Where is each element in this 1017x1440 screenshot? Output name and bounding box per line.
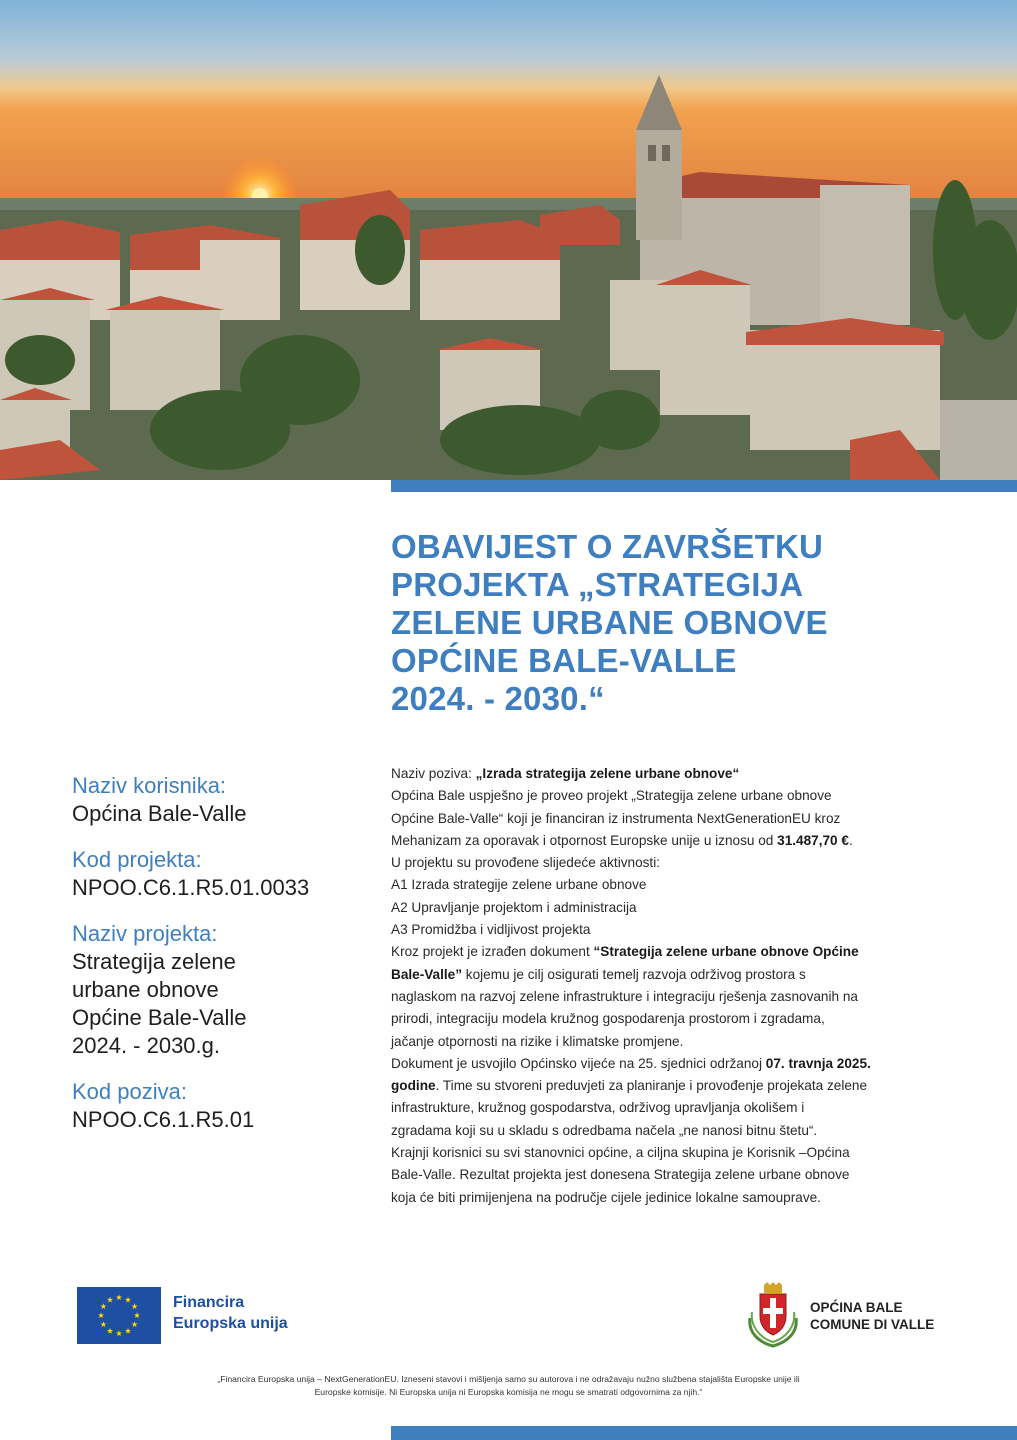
call-code-group bbox=[72, 1078, 372, 1134]
call-code-value: NPOO.C6.1.R5.01 bbox=[72, 1107, 255, 1132]
document-title: Bale-Valle” bbox=[391, 966, 463, 982]
body-line: naglaskom na razvoj zelene infrastrukture i integraciju rješenja zasnovanih na bbox=[391, 988, 858, 1004]
eu-star-icon bbox=[125, 1328, 131, 1334]
municipality-name bbox=[810, 1299, 934, 1333]
project-name-value bbox=[72, 948, 372, 1060]
beneficiary-value: Općina Bale-Valle bbox=[72, 801, 247, 826]
eu-star-icon bbox=[134, 1312, 140, 1318]
body-line: Krajnji korisnici su svi stanovnici općine, a ciljna skupina je Korisnik –Općina bbox=[391, 1145, 850, 1161]
body-text-segment: Dokument je usvojilo Općinsko vijeće na 25. sjednici održanoj bbox=[391, 1055, 766, 1071]
beneficiary-label: Naziv korisnika: bbox=[72, 773, 227, 798]
call-name-value: „Izrada strategija zelene urbane obnove“ bbox=[475, 766, 740, 781]
eu-star-icon bbox=[116, 1330, 122, 1336]
document-title: “Strategija zelene urbane obnove Općine bbox=[593, 944, 859, 960]
body-line bbox=[391, 763, 951, 785]
project-code-value: NPOO.C6.1.R5.01.0033 bbox=[72, 875, 310, 900]
project-name-line: Strategija zelene bbox=[72, 949, 236, 974]
eu-stars-icon bbox=[77, 1287, 161, 1344]
title-line: PROJEKTA „STRATEGIJA bbox=[391, 566, 804, 603]
eu-star-icon bbox=[107, 1297, 113, 1303]
project-name-line: urbane obnove bbox=[72, 977, 219, 1002]
body-text-segment: Kroz projekt je izrađen dokument bbox=[391, 944, 594, 960]
eu-flag-icon bbox=[77, 1287, 161, 1344]
body-line: U projektu su provođene slijedeće aktivnosti: bbox=[391, 855, 661, 871]
town-photo bbox=[0, 0, 1017, 480]
notice-title bbox=[391, 528, 951, 718]
eu-label-line: Europska unija bbox=[173, 1315, 288, 1332]
eu-star-icon bbox=[98, 1312, 104, 1318]
eu-funding-label bbox=[173, 1292, 288, 1334]
eu-star-icon bbox=[116, 1294, 122, 1300]
title-line: ZELENE URBANE OBNOVE bbox=[391, 604, 828, 641]
eu-star-icon bbox=[107, 1328, 113, 1334]
body-line: prirodi, integraciju modela kružnog gospodarenja prostorom i zgradama, bbox=[391, 1011, 825, 1027]
activity-item: A1 Izrada strategije zelene urbane obnove bbox=[391, 877, 647, 893]
body-line: Općine Bale-Valle“ koji je financiran iz instrumenta NextGenerationEU kroz bbox=[391, 810, 841, 826]
project-name-line: Općine Bale-Valle bbox=[72, 1005, 247, 1030]
call-name-label: Naziv poziva: bbox=[391, 766, 476, 781]
body-line: Općina Bale uspješno je proveo projekt „Strategija zelene urbane obnove bbox=[391, 788, 832, 804]
hero-town-photo bbox=[0, 0, 1017, 480]
eu-star-icon bbox=[125, 1297, 131, 1303]
notice-body bbox=[391, 763, 951, 1209]
eu-disclaimer bbox=[150, 1373, 867, 1399]
body-line bbox=[391, 964, 951, 986]
title-line: OBAVIJEST O ZAVRŠETKU bbox=[391, 528, 824, 565]
project-info-sidebar bbox=[72, 772, 372, 1152]
activity-item: A3 Promidžba i vidljivost projekta bbox=[391, 922, 591, 938]
body-text-segment: . Time su stvoreni preduvjeti za planiranje i provođenje projekata zelene bbox=[435, 1078, 868, 1094]
title-line: OPĆINE BALE-VALLE bbox=[391, 642, 737, 679]
body-line bbox=[391, 830, 951, 852]
accent-bar-bottom bbox=[391, 1426, 1017, 1440]
activity-item: A2 Upravljanje projektom i administracija bbox=[391, 899, 637, 915]
eu-star-icon bbox=[100, 1321, 106, 1327]
beneficiary-group bbox=[72, 772, 372, 828]
eu-star-icon bbox=[132, 1321, 138, 1327]
body-line bbox=[391, 1075, 951, 1097]
body-line: infrastrukture, kružnog gospodarstva, održivog upravljanja okolišem i bbox=[391, 1100, 805, 1116]
adoption-date: godine bbox=[391, 1078, 436, 1094]
title-line: 2024. - 2030.“ bbox=[391, 680, 605, 717]
adoption-date: 07. travnja 2025. bbox=[765, 1055, 871, 1071]
municipality-crest-icon bbox=[744, 1282, 802, 1348]
project-name-label: Naziv projekta: bbox=[72, 921, 218, 946]
call-code-label: Kod poziva: bbox=[72, 1079, 187, 1104]
project-code-group bbox=[72, 846, 372, 902]
body-text-segment: Mehanizam za oporavak i otpornost Europske unije u iznosu od bbox=[391, 832, 778, 848]
disclaimer-line: „Financira Europska unija – NextGenerationEU. Izneseni stavovi i mišljenja samo su autorova i ne odražavaju nužno službena stajališta Europske unije ili bbox=[217, 1374, 800, 1384]
disclaimer-line: Europske komisije. Ni Europska unija ni Europska komisija ne mogu se smatrati odgovornima za njih.“ bbox=[314, 1387, 703, 1397]
body-line bbox=[391, 941, 951, 963]
project-name-group bbox=[72, 920, 372, 1060]
project-name-line: 2024. - 2030.g. bbox=[72, 1033, 221, 1058]
eu-star-icon bbox=[132, 1303, 138, 1309]
accent-bar-top bbox=[391, 480, 1017, 492]
eu-star-icon bbox=[100, 1303, 106, 1309]
body-line: Bale-Valle. Rezultat projekta jest donesena Strategija zelene urbane obnove bbox=[391, 1167, 850, 1183]
crest-shield-icon bbox=[744, 1282, 802, 1348]
body-line: koja će biti primijenjena na područje cijele jedinice lokalne samouprave. bbox=[391, 1189, 821, 1205]
funding-amount: 31.487,70 € bbox=[777, 832, 849, 848]
body-line: zgradama koji su u skladu s odredbama načela „ne nanosi bitnu štetu“. bbox=[391, 1122, 818, 1138]
body-line: jačanje otpornosti na rizike i klimatske promjene. bbox=[391, 1033, 684, 1049]
project-code-label: Kod projekta: bbox=[72, 847, 202, 872]
eu-label-line: Financira bbox=[173, 1294, 245, 1311]
body-text-segment: . bbox=[848, 832, 853, 848]
body-text-segment: kojemu je cilj osigurati temelj razvoja održivog prostora s bbox=[462, 966, 806, 982]
municipality-name-line: COMUNE DI VALLE bbox=[810, 1317, 935, 1332]
municipality-name-line: OPĆINA BALE bbox=[810, 1300, 903, 1315]
body-line bbox=[391, 1053, 951, 1075]
